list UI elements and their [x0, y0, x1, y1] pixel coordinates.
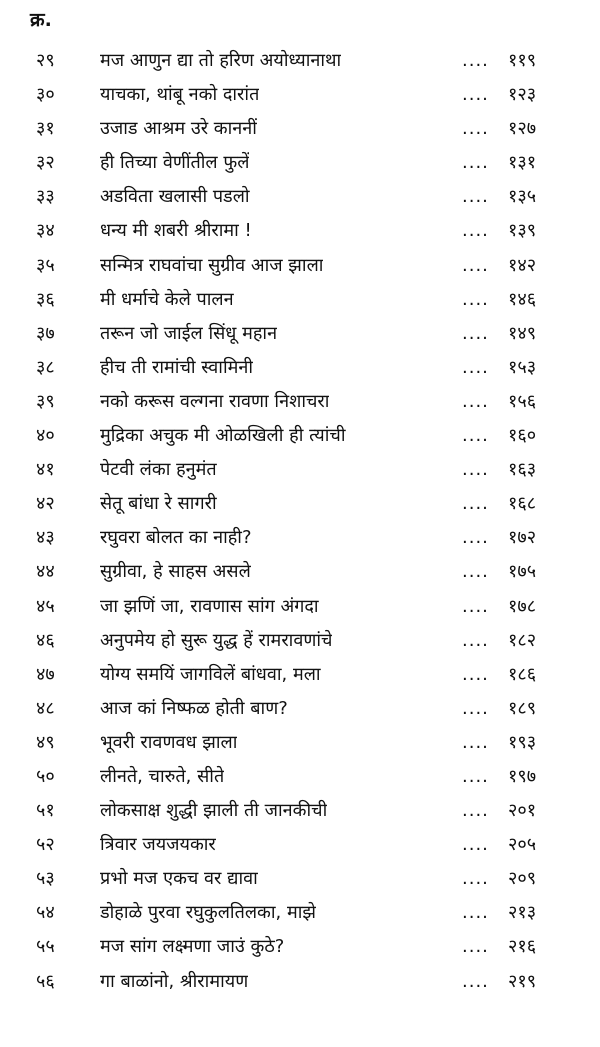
toc-page-number: १२३	[508, 84, 537, 106]
toc-page-number: ११९	[508, 50, 537, 71]
toc-number: ५६	[36, 970, 55, 992]
toc-row	[0, 692, 600, 726]
toc-page-number: १९७	[508, 765, 537, 787]
toc-row	[0, 44, 600, 78]
toc-page-number: १६३	[508, 459, 537, 481]
toc-row	[0, 726, 600, 760]
toc-number: ३०	[36, 84, 55, 106]
toc-page-number: १३५	[508, 186, 537, 208]
toc-row	[0, 78, 600, 112]
toc-leader-dots: ....	[462, 663, 489, 685]
toc-title: आज कां निष्फळ होती बाण?	[100, 697, 288, 719]
toc-row	[0, 180, 600, 214]
toc-row	[0, 487, 600, 521]
toc-number: ४५	[36, 595, 55, 617]
toc-row	[0, 862, 600, 896]
toc-number: ४७	[36, 663, 55, 685]
toc-title: प्रभो मज एकच वर द्यावा	[100, 868, 258, 890]
toc-leader-dots: ....	[462, 254, 489, 276]
toc-leader-dots: ....	[462, 390, 489, 412]
toc-page-number: १५६	[508, 390, 537, 412]
toc-leader-dots: ....	[462, 629, 489, 651]
toc-row	[0, 521, 600, 555]
toc-page-number: १८६	[508, 663, 537, 685]
toc-number: ५१	[36, 800, 55, 822]
toc-page-number: १६०	[508, 425, 537, 447]
toc-number: ३६	[36, 288, 55, 310]
toc-page-number: १७५	[508, 561, 537, 583]
toc-title: हीच ती रामांची स्वामिनी	[100, 356, 254, 378]
toc-title: अनुपमेय हो सुरू युद्ध हें रामरावणांचे	[100, 629, 333, 651]
toc-leader-dots: ....	[462, 288, 489, 310]
toc-leader-dots: ....	[462, 322, 489, 344]
toc-page-number: १४९	[508, 322, 537, 344]
toc-page-number: १६८	[508, 493, 537, 515]
toc-row	[0, 658, 600, 692]
toc-leader-dots: ....	[462, 493, 489, 515]
toc-number: ५४	[36, 902, 55, 924]
toc-leader-dots: ....	[462, 527, 489, 549]
toc-page-number: २१३	[508, 902, 537, 924]
toc-leader-dots: ....	[462, 561, 489, 583]
toc-leader-dots: ....	[462, 84, 489, 106]
toc-number: ४३	[36, 527, 55, 549]
toc-page-number: १९३	[508, 731, 537, 753]
toc-row	[0, 828, 600, 862]
toc-row	[0, 930, 600, 964]
toc-leader-dots: ....	[462, 152, 489, 174]
toc-page-number: २१६	[508, 936, 537, 958]
toc-page-number: २१९	[508, 970, 537, 992]
toc-number: ४६	[36, 629, 55, 651]
toc-page-number: २०५	[508, 834, 537, 856]
toc-number: ५०	[36, 765, 55, 787]
toc-leader-dots: ....	[462, 595, 489, 617]
toc-leader-dots: ....	[462, 970, 489, 992]
toc-row	[0, 214, 600, 248]
toc-row	[0, 624, 600, 658]
toc-title: सन्मित्र राघवांचा सुग्रीव आज झाला	[100, 254, 324, 276]
toc-leader-dots: ....	[462, 800, 489, 822]
toc-number: ५२	[36, 834, 55, 856]
toc-number: २९	[36, 50, 55, 71]
toc-leader-dots: ....	[462, 50, 489, 71]
toc-title: जा झणिं जा, रावणास सांग अंगदा	[100, 595, 319, 617]
toc-number: ३८	[36, 356, 55, 378]
toc-title: तरून जो जाईल सिंधू महान	[100, 322, 278, 344]
toc-page-number: १३१	[508, 152, 537, 174]
toc-title: धन्य मी शबरी श्रीरामा !	[100, 220, 252, 242]
toc-number: ३९	[36, 390, 55, 412]
toc-row	[0, 249, 600, 283]
toc-number: ५५	[36, 936, 55, 958]
toc-title: मी धर्माचे केले पालन	[100, 288, 234, 310]
toc-title: नको करूस वल्गना रावणा निशाचरा	[100, 390, 330, 412]
toc-page-number: १५३	[508, 356, 537, 378]
toc-page-number: १४२	[508, 254, 537, 276]
toc-leader-dots: ....	[462, 765, 489, 787]
toc-number: ४४	[36, 561, 55, 583]
toc-title: योग्य समयिं जागविलें बांधवा, मला	[100, 663, 321, 685]
toc-row	[0, 794, 600, 828]
toc-title: याचका, थांबू नको दारांत	[100, 84, 260, 106]
toc-page-number: १४६	[508, 288, 537, 310]
toc-page-number: २०९	[508, 868, 537, 890]
toc-leader-dots: ....	[462, 697, 489, 719]
toc-number: ४९	[36, 731, 55, 753]
toc-title: ही तिच्या वेणींतील फुलें	[100, 152, 250, 174]
toc-row	[0, 317, 600, 351]
toc-number: ४०	[36, 425, 55, 447]
toc-page-number: १८९	[508, 697, 537, 719]
toc-number: ३२	[36, 152, 55, 174]
toc-number: ५३	[36, 868, 55, 890]
toc-leader-dots: ....	[462, 459, 489, 481]
toc-page-number: १७८	[508, 595, 537, 617]
toc-page-number: १२७	[508, 118, 537, 140]
toc-row	[0, 112, 600, 146]
toc-row	[0, 590, 600, 624]
toc-number: ४८	[36, 697, 55, 719]
toc-title: डोहाळे पुरवा रघुकुलतिलका, माझे	[100, 902, 317, 924]
toc-leader-dots: ....	[462, 731, 489, 753]
toc-row	[0, 385, 600, 419]
toc-row	[0, 760, 600, 794]
toc-leader-dots: ....	[462, 356, 489, 378]
toc-leader-dots: ....	[462, 936, 489, 958]
toc-row	[0, 351, 600, 385]
toc-title: मुद्रिका अचुक मी ओळखिली ही त्यांची	[100, 425, 346, 447]
toc-leader-dots: ....	[462, 834, 489, 856]
toc-leader-dots: ....	[462, 902, 489, 924]
toc-leader-dots: ....	[462, 118, 489, 140]
toc-title: लोकसाक्ष शुद्धी झाली ती जानकीची	[100, 800, 328, 822]
toc-number: ३३	[36, 186, 55, 208]
toc-page-number: २०१	[508, 800, 537, 822]
toc-title: अडविता खलासी पडलो	[100, 186, 250, 208]
toc-number: ४२	[36, 493, 55, 515]
toc-row	[0, 555, 600, 589]
toc-row	[0, 419, 600, 453]
toc-title: उजाड आश्रम उरे काननीं	[100, 118, 257, 140]
toc-number: ३४	[36, 220, 55, 242]
toc-page-number: १७२	[508, 527, 537, 549]
toc-number: ४१	[36, 459, 55, 481]
toc-title: मज आणुन द्या तो हरिण अयोध्यानाथा	[100, 50, 342, 71]
toc-leader-dots: ....	[462, 868, 489, 890]
toc-title: त्रिवार जयजयकार	[100, 834, 216, 856]
toc-row	[0, 965, 600, 999]
toc-row	[0, 283, 600, 317]
toc-leader-dots: ....	[462, 186, 489, 208]
toc-page-number: १८२	[508, 629, 537, 651]
toc-row	[0, 146, 600, 180]
serial-number-header: क्र.	[30, 9, 52, 31]
toc-title: सुग्रीवा, हे साहस असले	[100, 561, 251, 583]
toc-number: ३७	[36, 322, 55, 344]
toc-title: सेतू बांधा रे सागरी	[100, 493, 217, 515]
toc-title: गा बाळांनो, श्रीरामायण	[100, 970, 249, 992]
toc-page-number: १३९	[508, 220, 537, 242]
toc-title: रघुवरा बोलत का नाही?	[100, 527, 252, 549]
toc-leader-dots: ....	[462, 220, 489, 242]
toc-number: ३१	[36, 118, 55, 140]
toc-title: भूवरी रावणवध झाला	[100, 731, 238, 753]
toc-number: ३५	[36, 254, 55, 276]
toc-title: मज सांग लक्ष्मणा जाउं कुठे?	[100, 936, 285, 958]
toc-row	[0, 453, 600, 487]
toc-row	[0, 896, 600, 930]
toc-list	[0, 44, 600, 999]
toc-leader-dots: ....	[462, 425, 489, 447]
toc-title: पेटवी लंका हनुमंत	[100, 459, 217, 481]
toc-title: लीनते, चारुते, सीते	[100, 765, 225, 787]
